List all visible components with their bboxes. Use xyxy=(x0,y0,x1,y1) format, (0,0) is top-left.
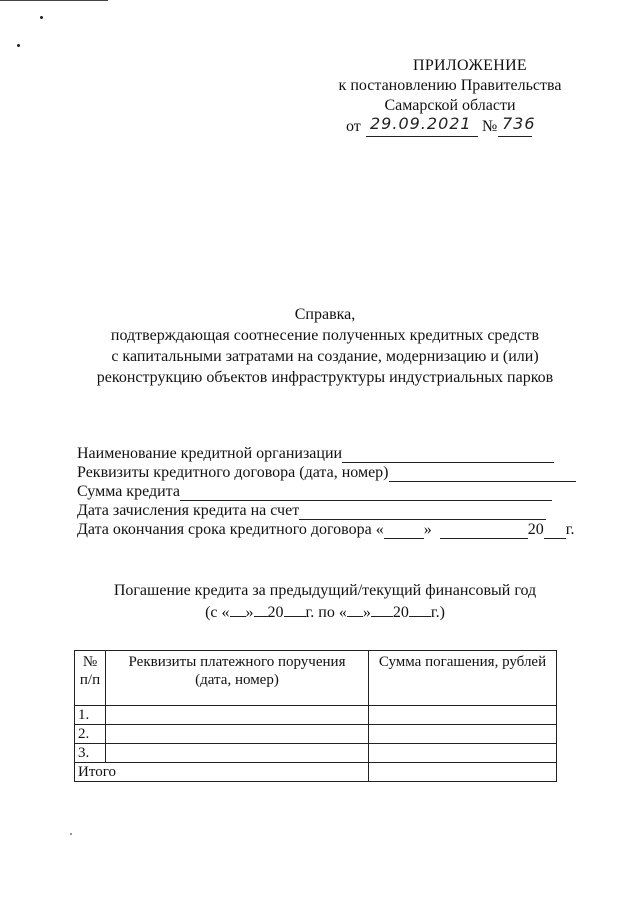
field-credit-date xyxy=(77,501,597,520)
row-number: 2. xyxy=(75,725,106,744)
handwritten-date: 29.09.2021 xyxy=(370,114,472,133)
period-open: (с « xyxy=(205,604,230,621)
table-header-row xyxy=(75,651,557,706)
year-suffix: г. xyxy=(565,521,575,538)
row-sum xyxy=(369,706,557,725)
scan-speck xyxy=(70,833,72,835)
day-blank xyxy=(384,523,424,539)
field-label: Реквизиты кредитного договора (дата, номер) xyxy=(77,464,389,481)
period-year-a: 20 xyxy=(267,604,284,621)
field-label: Сумма кредита xyxy=(77,483,180,500)
blank xyxy=(284,601,306,617)
row-payment xyxy=(106,706,369,725)
blank xyxy=(254,601,268,617)
field-end-date xyxy=(77,520,597,539)
repayment-heading xyxy=(80,581,570,623)
credit-fields xyxy=(77,444,597,539)
title-line-2: подтверждающая соотнесение полученных кредитных средств xyxy=(110,327,540,344)
row-payment xyxy=(106,744,369,763)
number-prefix: № xyxy=(482,118,498,135)
total-label: Итого xyxy=(75,763,369,782)
table-total-row xyxy=(75,763,557,782)
field-contract-details xyxy=(77,463,597,482)
repayment-period xyxy=(80,601,570,623)
field-label: Дата зачисления кредита на счет xyxy=(77,502,300,519)
row-payment xyxy=(106,725,369,744)
col-sum-header: Сумма погашения, рублей xyxy=(369,651,557,706)
top-edge-line xyxy=(0,0,108,1)
blank xyxy=(230,601,246,617)
appendix-line-3: Самарской области xyxy=(384,97,516,114)
repayment-table xyxy=(74,650,557,782)
title-line-1: Справка, xyxy=(294,306,356,323)
field-credit-sum xyxy=(77,482,597,501)
field-credit-org xyxy=(77,444,597,463)
field-blank xyxy=(299,504,546,520)
field-blank xyxy=(180,485,552,501)
period-quote: » xyxy=(245,604,254,621)
field-blank xyxy=(389,466,576,482)
period-mid: г. по « xyxy=(305,604,347,621)
title-line-3: с капитальными затратами на создание, модернизацию и (или) xyxy=(111,348,539,365)
col-payment-header: Реквизиты платежного поручения (дата, номер) xyxy=(106,651,369,706)
scan-speck xyxy=(17,44,20,47)
month-blank xyxy=(440,523,528,539)
total-sum xyxy=(369,763,557,782)
date-prefix: от xyxy=(346,118,361,135)
table-row xyxy=(75,725,557,744)
blank xyxy=(371,601,393,617)
document-title xyxy=(70,304,580,388)
blank xyxy=(409,601,431,617)
date-underline xyxy=(366,136,478,137)
handwritten-number: 736 xyxy=(502,114,536,133)
appendix-date-line xyxy=(300,114,600,139)
row-sum xyxy=(369,725,557,744)
field-label: Дата окончания срока кредитного договора « xyxy=(77,521,384,538)
year-prefix: 20 xyxy=(527,521,544,538)
repayment-title: Погашение кредита за предыдущий/текущий финансовый год xyxy=(113,582,537,599)
field-blank xyxy=(342,447,554,463)
period-quote-2: » xyxy=(362,604,371,621)
appendix-header xyxy=(300,56,600,139)
blank xyxy=(347,601,363,617)
period-close: г.) xyxy=(430,604,445,621)
appendix-line-2: к постановлению Правительства xyxy=(338,77,562,94)
col-number-header: № п/п xyxy=(75,651,106,706)
period-year-b: 20 xyxy=(392,604,409,621)
number-underline xyxy=(498,136,532,137)
year-blank xyxy=(544,523,566,539)
table-row xyxy=(75,744,557,763)
field-label: Наименование кредитной организации xyxy=(77,445,343,462)
table-row xyxy=(75,706,557,725)
quote-close: » xyxy=(423,521,432,538)
row-number: 1. xyxy=(75,706,106,725)
row-sum xyxy=(369,744,557,763)
scan-speck xyxy=(40,16,43,19)
appendix-title: ПРИЛОЖЕНИЕ xyxy=(412,57,527,74)
title-line-4: реконструкцию объектов инфраструктуры индустриальных парков xyxy=(96,369,554,386)
row-number: 3. xyxy=(75,744,106,763)
